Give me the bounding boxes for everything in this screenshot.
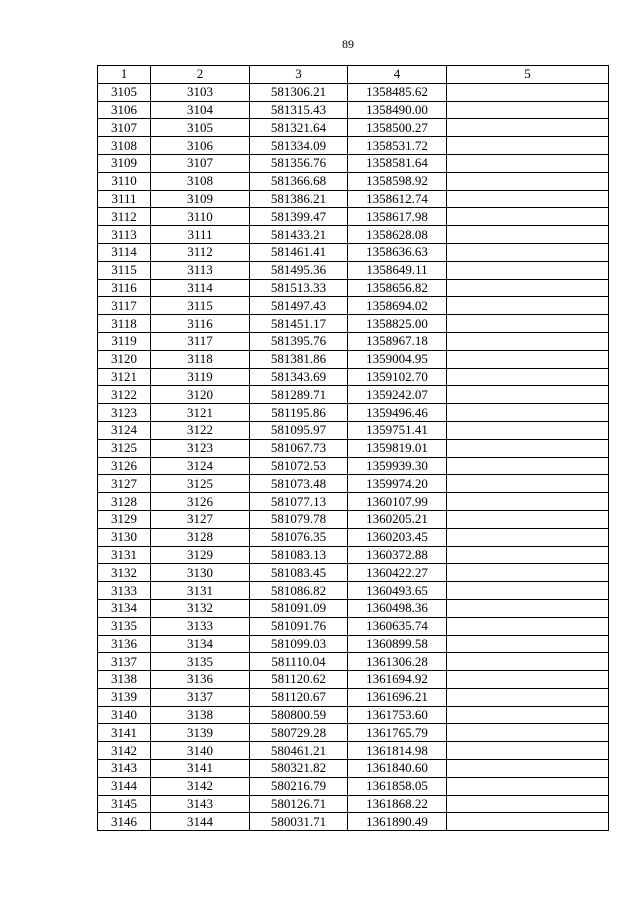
table-cell: 581451.17 <box>250 315 348 333</box>
table-cell: 3120 <box>151 386 250 404</box>
table-row <box>98 421 609 439</box>
table-row <box>98 777 609 795</box>
table-cell <box>447 617 609 635</box>
table-cell: 3124 <box>98 421 151 439</box>
table-cell: 1359004.95 <box>348 350 447 368</box>
table-row <box>98 190 609 208</box>
table-cell: 3132 <box>151 599 250 617</box>
table-cell: 3141 <box>151 760 250 778</box>
table-cell <box>447 243 609 261</box>
table-cell: 3127 <box>98 475 151 493</box>
table-cell <box>447 386 609 404</box>
table-cell: 3106 <box>151 137 250 155</box>
table-cell: 3145 <box>98 795 151 813</box>
table-cell: 3134 <box>151 635 250 653</box>
table-cell: 1358612.74 <box>348 190 447 208</box>
table-cell: 3142 <box>98 742 151 760</box>
table-cell: 581343.69 <box>250 368 348 386</box>
table-cell: 3104 <box>151 101 250 119</box>
table-cell: 3111 <box>98 190 151 208</box>
table-cell: 3108 <box>151 172 250 190</box>
table-row <box>98 617 609 635</box>
table-cell: 581067.73 <box>250 439 348 457</box>
table-cell: 3138 <box>98 671 151 689</box>
table-cell: 1360372.88 <box>348 546 447 564</box>
table-cell: 3126 <box>98 457 151 475</box>
table-cell: 581289.71 <box>250 386 348 404</box>
table-cell: 1359819.01 <box>348 439 447 457</box>
table-cell: 3108 <box>98 137 151 155</box>
table-cell: 3112 <box>98 208 151 226</box>
table-cell: 3113 <box>151 261 250 279</box>
table-cell <box>447 475 609 493</box>
table-cell: 580321.82 <box>250 760 348 778</box>
table-cell: 581091.09 <box>250 599 348 617</box>
table-cell: 1359242.07 <box>348 386 447 404</box>
table-row <box>98 226 609 244</box>
table-cell: 3142 <box>151 777 250 795</box>
table-cell: 581381.86 <box>250 350 348 368</box>
table-cell: 3127 <box>151 510 250 528</box>
table-cell: 3112 <box>151 243 250 261</box>
table-cell <box>447 137 609 155</box>
table-cell <box>447 635 609 653</box>
table-row <box>98 742 609 760</box>
table-cell: 1359939.30 <box>348 457 447 475</box>
table-cell: 3122 <box>98 386 151 404</box>
table-cell <box>447 688 609 706</box>
table-cell: 3114 <box>98 243 151 261</box>
table-cell: 1361840.60 <box>348 760 447 778</box>
table-cell: 1358581.64 <box>348 154 447 172</box>
table-cell: 3133 <box>151 617 250 635</box>
table-cell: 3143 <box>151 795 250 813</box>
table-cell <box>447 510 609 528</box>
column-header: 3 <box>250 66 348 84</box>
table-cell: 581315.43 <box>250 101 348 119</box>
table-cell: 1358825.00 <box>348 315 447 333</box>
table-cell: 3110 <box>151 208 250 226</box>
column-header: 4 <box>348 66 447 84</box>
table-cell: 3109 <box>151 190 250 208</box>
table-cell: 3129 <box>98 510 151 528</box>
table-cell: 3124 <box>151 457 250 475</box>
table-row <box>98 671 609 689</box>
table-cell: 1361890.49 <box>348 813 447 831</box>
table-cell: 581076.35 <box>250 528 348 546</box>
table-cell <box>447 795 609 813</box>
table-row <box>98 724 609 742</box>
table-cell: 3117 <box>151 332 250 350</box>
table-cell: 581091.76 <box>250 617 348 635</box>
table-cell: 3144 <box>151 813 250 831</box>
table-cell: 3115 <box>98 261 151 279</box>
table-cell <box>447 706 609 724</box>
table-cell: 1358636.63 <box>348 243 447 261</box>
table-cell: 3118 <box>98 315 151 333</box>
table-cell <box>447 813 609 831</box>
table-row <box>98 119 609 137</box>
table-cell <box>447 421 609 439</box>
table-row <box>98 137 609 155</box>
table-cell: 3125 <box>151 475 250 493</box>
table-row <box>98 813 609 831</box>
table-cell: 581195.86 <box>250 404 348 422</box>
table-row <box>98 582 609 600</box>
table-row <box>98 101 609 119</box>
table-row <box>98 172 609 190</box>
table-cell: 3146 <box>98 813 151 831</box>
table-cell: 3131 <box>98 546 151 564</box>
table-row <box>98 404 609 422</box>
table-cell: 3125 <box>98 439 151 457</box>
table-cell: 1358485.62 <box>348 83 447 101</box>
table-row <box>98 386 609 404</box>
table-cell: 3110 <box>98 172 151 190</box>
table-cell: 3134 <box>98 599 151 617</box>
table-cell: 581495.36 <box>250 261 348 279</box>
table-cell <box>447 154 609 172</box>
table-cell: 580031.71 <box>250 813 348 831</box>
table-cell: 581386.21 <box>250 190 348 208</box>
table-row <box>98 261 609 279</box>
table-cell: 1361694.92 <box>348 671 447 689</box>
table-cell <box>447 528 609 546</box>
table-cell: 581077.13 <box>250 493 348 511</box>
table-cell <box>447 279 609 297</box>
table-row <box>98 279 609 297</box>
table-row <box>98 315 609 333</box>
table-cell: 1359751.41 <box>348 421 447 439</box>
table-row <box>98 706 609 724</box>
table-cell: 1358500.27 <box>348 119 447 137</box>
table-cell: 3119 <box>98 332 151 350</box>
table-cell <box>447 190 609 208</box>
table-cell: 1360203.45 <box>348 528 447 546</box>
table-cell <box>447 742 609 760</box>
table-row <box>98 635 609 653</box>
table-cell <box>447 546 609 564</box>
table-cell: 1361753.60 <box>348 706 447 724</box>
table-cell <box>447 261 609 279</box>
table-cell: 1358598.92 <box>348 172 447 190</box>
table-cell: 581513.33 <box>250 279 348 297</box>
table-cell: 3105 <box>98 83 151 101</box>
table-cell: 3135 <box>98 617 151 635</box>
table-cell: 581321.64 <box>250 119 348 137</box>
table-cell: 3116 <box>98 279 151 297</box>
table-cell: 1360422.27 <box>348 564 447 582</box>
table-row <box>98 475 609 493</box>
table-cell: 1358490.00 <box>348 101 447 119</box>
table-body <box>98 83 609 830</box>
table-cell: 3107 <box>98 119 151 137</box>
table-cell: 3128 <box>98 493 151 511</box>
table-cell: 3139 <box>98 688 151 706</box>
table-cell: 3131 <box>151 582 250 600</box>
table-cell: 3138 <box>151 706 250 724</box>
table-cell: 3143 <box>98 760 151 778</box>
table-row <box>98 510 609 528</box>
table-cell <box>447 404 609 422</box>
table-cell <box>447 119 609 137</box>
table-cell <box>447 653 609 671</box>
table-cell: 1361696.21 <box>348 688 447 706</box>
table-cell: 3129 <box>151 546 250 564</box>
table-cell: 3116 <box>151 315 250 333</box>
table-row <box>98 653 609 671</box>
table-cell: 581497.43 <box>250 297 348 315</box>
table-cell: 1358617.98 <box>348 208 447 226</box>
table-cell: 581306.21 <box>250 83 348 101</box>
table-cell <box>447 457 609 475</box>
table-cell: 581433.21 <box>250 226 348 244</box>
table-cell <box>447 208 609 226</box>
table-cell: 581086.82 <box>250 582 348 600</box>
table-cell <box>447 493 609 511</box>
table-cell <box>447 315 609 333</box>
table-cell: 1360107.99 <box>348 493 447 511</box>
table-cell: 1358967.18 <box>348 332 447 350</box>
table-cell <box>447 564 609 582</box>
table-cell: 581120.62 <box>250 671 348 689</box>
table-cell: 581366.68 <box>250 172 348 190</box>
table-row <box>98 493 609 511</box>
table-row <box>98 368 609 386</box>
table-cell: 3130 <box>151 564 250 582</box>
table-cell: 1360899.58 <box>348 635 447 653</box>
column-header: 2 <box>151 66 250 84</box>
table-cell: 3115 <box>151 297 250 315</box>
table-row <box>98 546 609 564</box>
table-row <box>98 457 609 475</box>
table-cell: 1360635.74 <box>348 617 447 635</box>
table-cell: 580126.71 <box>250 795 348 813</box>
table-cell: 3118 <box>151 350 250 368</box>
table-cell: 3105 <box>151 119 250 137</box>
table-cell: 580461.21 <box>250 742 348 760</box>
table-cell: 581399.47 <box>250 208 348 226</box>
table-cell: 1360205.21 <box>348 510 447 528</box>
table-header-row <box>98 66 609 84</box>
table-cell: 581095.97 <box>250 421 348 439</box>
table-cell: 3119 <box>151 368 250 386</box>
table-cell: 581110.04 <box>250 653 348 671</box>
table-cell: 581072.53 <box>250 457 348 475</box>
table-cell <box>447 760 609 778</box>
table-cell: 3114 <box>151 279 250 297</box>
table-cell <box>447 724 609 742</box>
table-row <box>98 243 609 261</box>
table-cell: 580729.28 <box>250 724 348 742</box>
table-cell: 581395.76 <box>250 332 348 350</box>
table-cell: 3121 <box>151 404 250 422</box>
table-cell: 1361814.98 <box>348 742 447 760</box>
table-cell: 3137 <box>98 653 151 671</box>
table-cell: 1358656.82 <box>348 279 447 297</box>
table-row <box>98 332 609 350</box>
table-cell <box>447 226 609 244</box>
table-cell: 3130 <box>98 528 151 546</box>
table-row <box>98 439 609 457</box>
table-cell: 3135 <box>151 653 250 671</box>
table-cell: 581120.67 <box>250 688 348 706</box>
table-cell: 3103 <box>151 83 250 101</box>
table-cell: 3139 <box>151 724 250 742</box>
table-cell: 3109 <box>98 154 151 172</box>
table-cell: 3107 <box>151 154 250 172</box>
table-cell <box>447 83 609 101</box>
table-cell <box>447 172 609 190</box>
table-row <box>98 83 609 101</box>
table-cell: 581461.41 <box>250 243 348 261</box>
table-row <box>98 297 609 315</box>
table-cell: 3133 <box>98 582 151 600</box>
table-cell: 1358628.08 <box>348 226 447 244</box>
table-cell: 1358649.11 <box>348 261 447 279</box>
table-cell: 3123 <box>151 439 250 457</box>
table-cell: 3111 <box>151 226 250 244</box>
table-row <box>98 528 609 546</box>
table-cell: 3132 <box>98 564 151 582</box>
table-cell: 580216.79 <box>250 777 348 795</box>
table-cell: 3121 <box>98 368 151 386</box>
table-cell: 581083.13 <box>250 546 348 564</box>
table-cell <box>447 777 609 795</box>
table-cell: 3123 <box>98 404 151 422</box>
table-cell: 3128 <box>151 528 250 546</box>
table-cell: 581083.45 <box>250 564 348 582</box>
table-row <box>98 599 609 617</box>
table-row <box>98 688 609 706</box>
table-cell: 1361306.28 <box>348 653 447 671</box>
table-cell: 3136 <box>98 635 151 653</box>
table-cell: 580800.59 <box>250 706 348 724</box>
table-cell: 3144 <box>98 777 151 795</box>
table-cell: 581079.78 <box>250 510 348 528</box>
page-number: 89 <box>342 37 354 51</box>
table-row <box>98 795 609 813</box>
table-cell <box>447 350 609 368</box>
table-cell: 3137 <box>151 688 250 706</box>
table-cell <box>447 332 609 350</box>
table-cell: 1361868.22 <box>348 795 447 813</box>
table-cell: 3141 <box>98 724 151 742</box>
table-cell: 3120 <box>98 350 151 368</box>
table-cell <box>447 297 609 315</box>
table-cell: 3126 <box>151 493 250 511</box>
table-cell: 3117 <box>98 297 151 315</box>
table-cell: 3122 <box>151 421 250 439</box>
table-cell: 1359974.20 <box>348 475 447 493</box>
table-cell: 1361858.05 <box>348 777 447 795</box>
column-header: 5 <box>447 66 609 84</box>
table-cell: 3136 <box>151 671 250 689</box>
table-cell: 1359102.70 <box>348 368 447 386</box>
table-cell: 3106 <box>98 101 151 119</box>
table-cell <box>447 439 609 457</box>
table-cell <box>447 582 609 600</box>
table-cell: 1359496.46 <box>348 404 447 422</box>
table-cell: 581073.48 <box>250 475 348 493</box>
table-row <box>98 564 609 582</box>
table-cell: 581334.09 <box>250 137 348 155</box>
table-cell <box>447 368 609 386</box>
table-cell <box>447 101 609 119</box>
table-cell: 3113 <box>98 226 151 244</box>
column-header: 1 <box>98 66 151 84</box>
table-cell <box>447 671 609 689</box>
table-cell: 581356.76 <box>250 154 348 172</box>
table-cell: 1358531.72 <box>348 137 447 155</box>
table-cell: 581099.03 <box>250 635 348 653</box>
table-cell: 3140 <box>151 742 250 760</box>
table-row <box>98 350 609 368</box>
table-cell <box>447 599 609 617</box>
table-cell: 1361765.79 <box>348 724 447 742</box>
table-row <box>98 154 609 172</box>
table-cell: 1360498.36 <box>348 599 447 617</box>
table-cell: 1358694.02 <box>348 297 447 315</box>
table-row <box>98 208 609 226</box>
table-cell: 1360493.65 <box>348 582 447 600</box>
table-cell: 3140 <box>98 706 151 724</box>
coordinates-table <box>97 65 609 831</box>
table-row <box>98 760 609 778</box>
